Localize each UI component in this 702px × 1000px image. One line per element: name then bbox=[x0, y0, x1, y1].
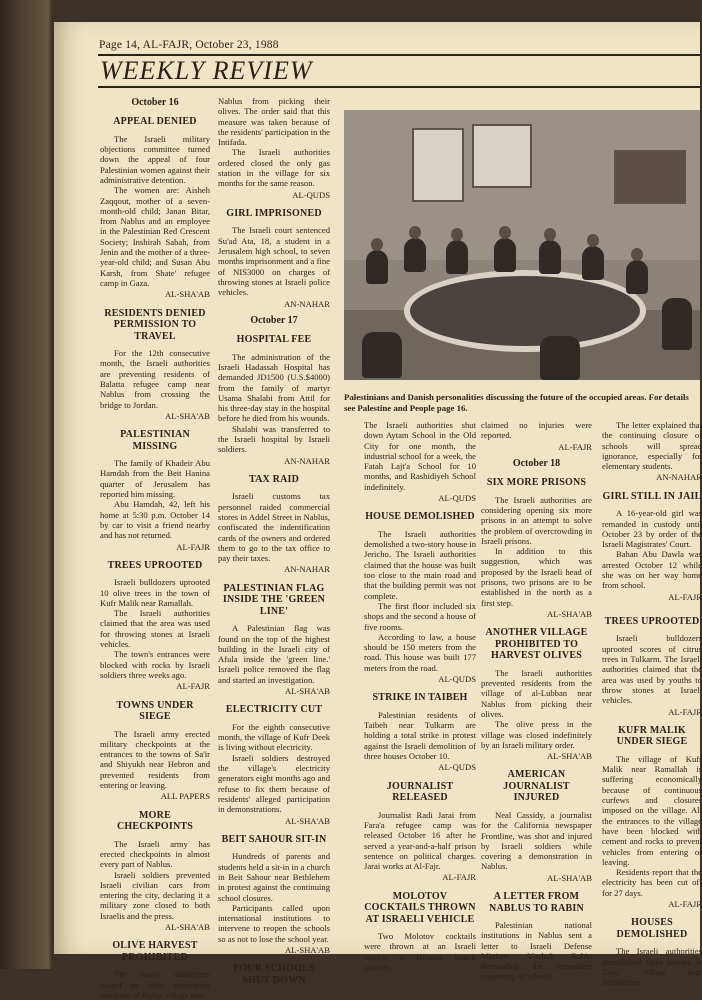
headline: HOUSE DEMOLISHED bbox=[365, 511, 475, 523]
source-credit: AL-QUDS bbox=[438, 674, 476, 685]
date-heading: October 16 bbox=[131, 97, 179, 108]
column-2 bbox=[218, 96, 330, 992]
headline: APPEAL DENIED bbox=[113, 116, 197, 128]
page-header: Page 14, AL-FAJR, October 23, 1988 bbox=[99, 39, 279, 51]
source-credit: AN-NAHAR bbox=[656, 472, 702, 483]
headline: KUFR MALIK UNDER SIEGE bbox=[616, 724, 688, 748]
paragraph: Israeli bulldozers uprooted 10 olive trees in the town of Kufr Malik near Ramallah. bbox=[100, 577, 210, 608]
paragraph: The olive press in the village was closed indefinitely by an Israeli military order. bbox=[481, 719, 592, 750]
paragraph: Nablus from picking their olives. The order said that this measure was taken because of the residents' participation in the Intifada. bbox=[218, 96, 330, 148]
paragraph: The town's entrances were blocked with rocks by Israeli soldiers three weeks ago. bbox=[100, 649, 210, 680]
headline: RESIDENTS DENIED PERMISSION TO TRAVEL bbox=[104, 307, 206, 342]
paragraph: The Israeli army erected military checkpoints at the entrances to the towns of Sa'ir and Shiyukh near Hebron and prevented residents from entering or leaving. bbox=[100, 728, 210, 791]
photo-caption: Palestinians and Danish personalities discussing the future of the occupied areas. For details see Palestine and People page 16. bbox=[344, 392, 689, 413]
paragraph: A Palestinian flag was found on the top of the highest building in the Israeli city of Afula inside the 'green line.' Israeli police removed the flag and started an investigation. bbox=[218, 623, 330, 685]
photo-window bbox=[412, 128, 464, 202]
source-credit: AL-FAJR bbox=[668, 591, 702, 602]
paragraph: The Israeli authorities are considering opening six more prisons in an attempt to solve the problem of overcrowding in Israeli prisons. bbox=[481, 494, 592, 546]
source-credit: AL-SHA'AB bbox=[547, 608, 592, 619]
headline: JOURNALIST RELEASED bbox=[386, 780, 454, 804]
headline: MORE CHECKPOINTS bbox=[116, 809, 194, 833]
paragraph: Journalist Radi Jarai from Fara'a refugee camp was released October 16 after he served a year-and-a-half prison sentence on political charges. Jarai works at Al-Fajr. bbox=[364, 809, 476, 872]
photo-table bbox=[404, 270, 646, 352]
paragraph: The first floor included six shops and the second a house of five rooms. bbox=[364, 600, 476, 632]
paragraph: The Israeli military objections committee turned down the appeal of four Palestinian women against their administrative detention. bbox=[100, 133, 210, 185]
source-credit: AL-SHA'AB bbox=[547, 751, 592, 762]
source-credit: AL-SHA'AB bbox=[547, 872, 592, 883]
headline: A LETTER FROM NABLUS TO RABIN bbox=[489, 891, 584, 914]
paragraph: For the eighth consecutive month, the village of Kufr Deek is living without electricity. bbox=[218, 721, 330, 753]
paragraph: The letter explained that the continuing closure of schools will spread ignorance, especially for elementary students. bbox=[602, 420, 702, 472]
paragraph: The administration of the Israeli Hadassah Hospital has demanded JD1500 (U.S.$4000) from the family of martyr Usama Shalabi from Attil for his three-day stay in the hospital before he died from his wounds. bbox=[218, 351, 330, 424]
column-5 bbox=[602, 420, 702, 987]
paragraph: The Israeli authorities claimed that the area was used for throwing stones at Israeli vehicles. bbox=[100, 608, 210, 650]
photo-face bbox=[409, 226, 421, 239]
paragraph: The village of Kufr Malik near Ramallah is suffering economically because of continuous curfews and closures imposed on the village. All the entrances to the village have been blocked with cement and rocks to prevent vehicles from entering or leaving. bbox=[602, 753, 702, 867]
paragraph: claimed no injuries were reported. bbox=[481, 420, 592, 441]
paragraph: The Israeli authorities issued an order preventing residents of Burqa village near bbox=[100, 969, 210, 1000]
headline: PALESTINIAN MISSING bbox=[120, 429, 190, 452]
source-credit: AL-QUDS bbox=[438, 762, 476, 773]
headline: TREES UPROOTED bbox=[107, 559, 203, 571]
source-credit: AL-SHA'AB bbox=[285, 945, 330, 955]
headline: TOWNS UNDER SIEGE bbox=[116, 699, 194, 723]
photo-face bbox=[587, 234, 599, 247]
paragraph: A 16-year-old girl was remanded in custody until October 23 by order of the Israeli Magistrates' Court. bbox=[602, 508, 702, 550]
headline: TAX RAID bbox=[248, 473, 300, 485]
paragraph: Palestinian national institutions in Nablus sent a letter to Israeli Defense Minister Yitzhak Rabin demanding the immediate reopening of schools. bbox=[481, 920, 592, 982]
headline: HOSPITAL FEE bbox=[236, 334, 312, 346]
headline: ANOTHER VILLAGE PROHIBITED TO HARVEST OLIVES bbox=[485, 627, 588, 662]
paragraph: Israeli bulldozers uprooted scores of citrus trees in Tulkarm. The Israeli authorities claimed that the area was used by youths to throw stones at Israeli vehicles. bbox=[602, 633, 702, 706]
source-credit: AL-FAJR bbox=[442, 872, 476, 883]
source-credit: AL-FAJR bbox=[176, 541, 210, 552]
source-credit: AN-NAHAR bbox=[284, 298, 330, 309]
paragraph: Israeli soldiers prevented Israeli civilian cars from entering the city, declaring it a military zone closed to both Israelis and the press. bbox=[100, 869, 210, 921]
source-credit: AL-QUDS bbox=[292, 189, 330, 200]
photo-face bbox=[499, 226, 511, 239]
news-photo bbox=[344, 110, 700, 380]
paragraph: Residents report that the electricity has been cut off for 27 days. bbox=[602, 867, 702, 898]
source-credit: AL-SHA'AB bbox=[165, 922, 210, 933]
photo-person bbox=[366, 250, 388, 284]
paragraph: Bahan Abu Dawla was arrested October 12 while she was on her way home from school. bbox=[602, 549, 702, 591]
photo-person bbox=[582, 246, 604, 280]
paragraph: The women are: Aisheh Zaqqout, mother of a seven-month-old child; Janan Bitar, from Nablus and an employee in the Palestinian Red Crescent Society; Inshirah Sabah, from Jenin and the mother of a three-year-old child; and Susan Abu Karsh, from Shate' refugee camp in Gaza. bbox=[100, 185, 210, 288]
photo-person bbox=[362, 332, 402, 378]
photo-person bbox=[662, 298, 692, 350]
paragraph: Participants called upon international institutions to intervene to reopen the schools so as not to lose the school year. bbox=[218, 902, 330, 944]
paragraph: The Israeli authorities shut down Aytam School in the Old City for one month, the industrial school for a week, the Fatah Lajt'a School for 10 months, and Rashidiyeh School indefinitely. bbox=[364, 420, 476, 492]
headline: BEIT SAHOUR SIT-IN bbox=[221, 833, 327, 845]
title-rule bbox=[98, 86, 700, 88]
paragraph: The Israeli authorities ordered closed the only gas station in the village for six months for the same reason. bbox=[218, 147, 330, 189]
date-heading: October 17 bbox=[250, 314, 298, 326]
headline: GIRL IMPRISONED bbox=[226, 207, 322, 219]
source-credit: AL-FAJR bbox=[558, 441, 592, 452]
paragraph: According to law, a house should be 150 meters from the road. This house was built 177 meters from the road. bbox=[364, 631, 476, 673]
source-credit: AL-FAJR bbox=[176, 681, 210, 692]
source-credit: ALL PAPERS bbox=[160, 791, 210, 802]
photo-person bbox=[626, 260, 648, 294]
column-3 bbox=[364, 420, 476, 972]
headline: SIX MORE PRISONS bbox=[486, 477, 587, 489]
source-credit: AL-SHA'AB bbox=[165, 410, 210, 421]
paragraph: In addition to this suggestion, which was proposed by the Israeli head of prisons, two prisons are to be established in the north as a first step. bbox=[481, 546, 592, 608]
paragraph: The family of Khadeir Abu Hamdah from the Beit Hanina quarter of Jerusalem has reported him missing. bbox=[100, 458, 210, 500]
headline: STRIKE IN TAIBEH bbox=[372, 692, 468, 704]
paragraph: Palestinian residents of Taibeh near Tulkarm are holding a total strike in protest against the Israeli demolition of three houses October 10. bbox=[364, 709, 476, 762]
source-credit: AN-NAHAR bbox=[284, 455, 330, 466]
headline: PALESTINIAN FLAG INSIDE THE 'GREEN LINE' bbox=[222, 582, 326, 617]
column-1 bbox=[100, 98, 210, 1000]
paragraph: The Israeli authorities demolished a two-story house in Jericho. The Israeli authorities claimed that the house was built too close to the main road and that the building permit was not complete. bbox=[364, 528, 476, 601]
headline: OLIVE HARVEST PROHIBITED bbox=[112, 940, 198, 963]
source-credit: AL-SHA'AB bbox=[285, 815, 330, 826]
column-4 bbox=[481, 420, 592, 982]
paragraph: Neal Cassidy, a journalist for the California newspaper Frontline, was shot and injured by Israeli soldiers while covering a demonstration in Nablus. bbox=[481, 809, 592, 872]
headline: GIRL STILL IN JAIL bbox=[602, 490, 702, 502]
headline: TREES UPROOTED bbox=[604, 615, 700, 627]
headline: AMERICAN JOURNALIST INJURED bbox=[503, 769, 570, 804]
paragraph: Israeli customs tax personnel raided commercial stores in Addel Street in Nablus, confiscated the indentification cards of the owners and ordered them to go to the tax office to pay their taxes. bbox=[218, 491, 330, 564]
source-credit: AL-QUDS bbox=[438, 493, 476, 504]
photo-face bbox=[451, 228, 463, 241]
paragraph: Israeli soldiers destroyed the village's electricity generators eight months ago and refuse to fix them because of residents' alleged participation in demonstrations. bbox=[218, 752, 330, 815]
photo-person bbox=[540, 336, 580, 380]
section-title: WEEKLY REVIEW bbox=[100, 56, 313, 85]
paragraph: Hundreds of parents and students held a sit-in in a church in Beit Sahour near Bethlehem in protest against the continuing school closures. bbox=[218, 851, 330, 903]
headline: ELECTRICITY CUT bbox=[225, 704, 323, 716]
photo-painting bbox=[614, 150, 686, 204]
paragraph: The Israeli court sentenced Su'ad Ata, 18, a student in a Jerusalem high school, to seven months imprisonment and a fine of NIS3000 on charges of throwing stones at Israeli police vehicles. bbox=[218, 225, 330, 298]
headline: FOUR SCHOOLS SHUT DOWN bbox=[233, 963, 315, 986]
photo-person bbox=[404, 238, 426, 272]
date-heading: October 18 bbox=[512, 457, 561, 469]
headline: HOUSES DEMOLISHED bbox=[616, 917, 688, 940]
source-credit: AL-SHA'AB bbox=[165, 289, 210, 300]
source-credit: AL-FAJR bbox=[668, 706, 702, 717]
paragraph: For the 12th consecutive month, the Israeli authorities are preventing residents of Balatta refugee camp near Nablus from crossing the bridge to Jordan. bbox=[100, 348, 210, 410]
paragraph: Shalabi was transferred to the Israeli hospital by Israeli soldiers. bbox=[218, 423, 330, 455]
photo-person bbox=[539, 240, 561, 274]
source-credit: AL-SHA'AB bbox=[285, 686, 330, 697]
paragraph: The Israeli authorities prevented residents from the village of al-Lubban near Nablus from picking their olives. bbox=[481, 667, 592, 719]
photo-person bbox=[446, 240, 468, 274]
paragraph: The Israeli army has erected checkpoints in almost every part of Nablus. bbox=[100, 838, 210, 870]
paragraph: Two Molotov cocktails were thrown at an Israeli vehicle in Hebron. Israeli sources bbox=[364, 931, 476, 973]
headline: MOLOTOV COCKTAILS THROWN AT ISRAELI VEHICLE bbox=[364, 890, 476, 925]
source-credit: AN-NAHAR bbox=[284, 564, 330, 575]
paragraph: Abu Hamdah, 42, left his home at 5:30 p.m. October 14 by car to visit a friend nearby and has not returned. bbox=[100, 499, 210, 541]
source-credit: AL-FAJR bbox=[668, 898, 702, 909]
photo-person bbox=[494, 238, 516, 272]
paragraph: The Israeli authorities demolished three houses in Taqu' village near Bethlehem. bbox=[602, 946, 702, 988]
photo-face bbox=[544, 228, 556, 241]
newspaper-page bbox=[54, 22, 702, 1000]
photo-face bbox=[631, 248, 643, 261]
photo-face bbox=[371, 238, 383, 251]
photo-window bbox=[472, 124, 532, 188]
